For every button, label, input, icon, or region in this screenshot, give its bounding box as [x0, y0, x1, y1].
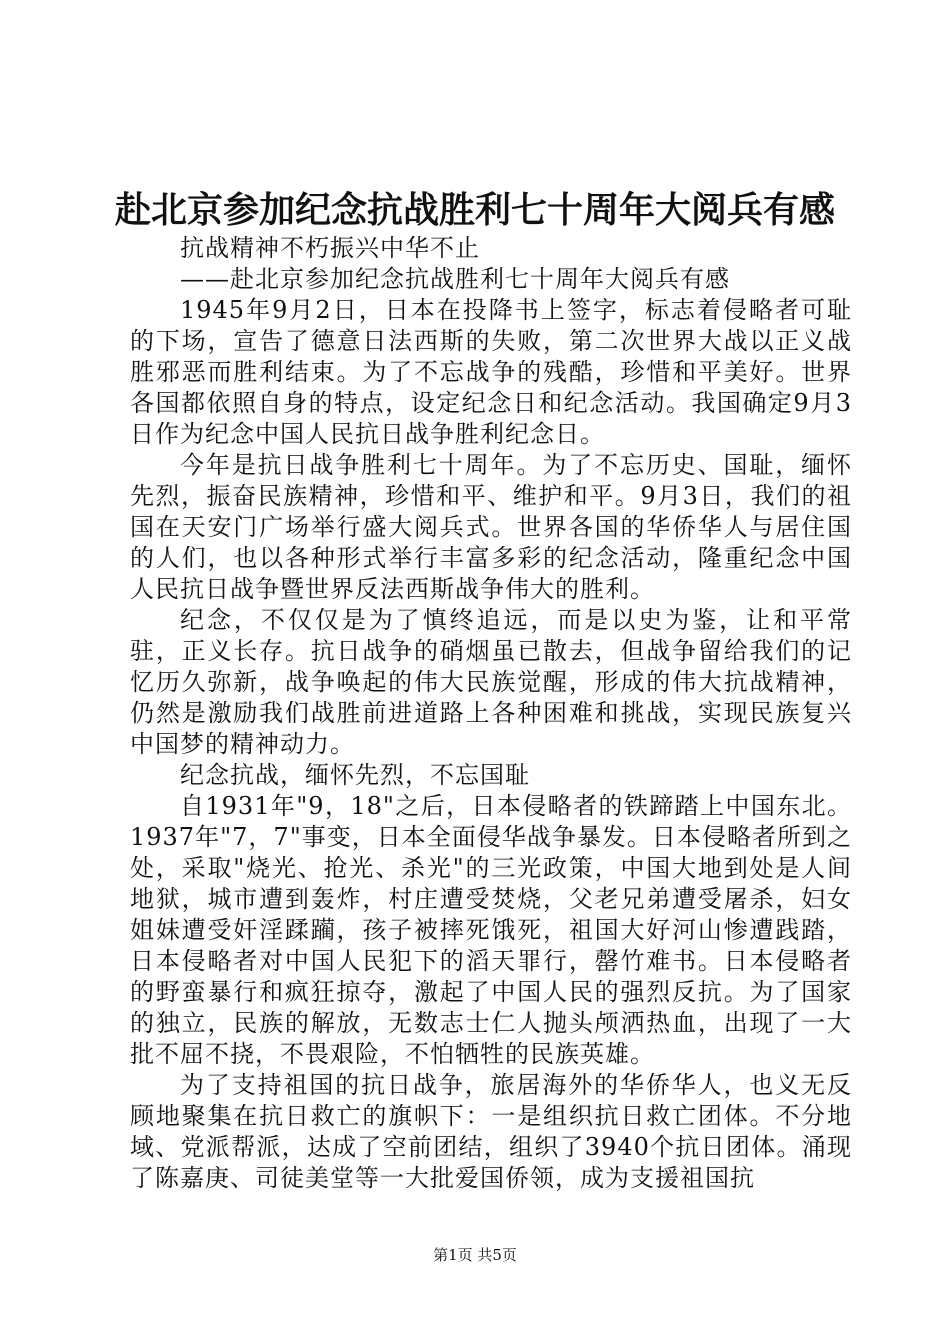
subtitle-line: 抗战精神不朽振兴中华不止 — [180, 234, 480, 262]
document-body — [130, 233, 852, 1194]
section-heading: 纪念抗战，缅怀先烈，不忘国耻 — [180, 761, 530, 789]
body-paragraph: 自1931年"9，18"之后，日本侵略者的铁蹄踏上中国东北。1937年"7，7"事变，日本全面侵华战争暴发。日本侵略者所到之处，采取"烧光、抢光、杀光"的三光政策，中国大地到处是人间地狱，城市遭到轰炸，村庄遭受焚烧，父老兄弟遭受屠杀，妇女姐妹遭受奸淫蹂躏，孩子被摔死饿死，祖国大好河山惨遭践踏，日本侵略者对中国人民犯下的滔天罪行，罄竹难书。日本侵略者的野蛮暴行和疯狂掠夺，激起了中国人民的强烈反抗。为了国家的独立，民族的解放，无数志士仁人抛头颅洒热血，出现了一大批不屈不挠，不畏艰险，不怕牺牲的民族英雄。 — [130, 792, 852, 1068]
document-title: 赴北京参加纪念抗战胜利七十周年大阅兵有感 — [114, 189, 835, 231]
body-paragraph: 1945年9月2日，日本在投降书上签字，标志着侵略者可耻的下场，宣告了德意日法西斯的失败，第二次世界大战以正义战胜邪恶而胜利结束。为了不忘战争的残酷，珍惜和平美好。世界各国都依照自身的特点，设定纪念日和纪念活动。我国确定9月3日作为纪念中国人民抗日战争胜利纪念日。 — [130, 296, 852, 448]
body-paragraph: 为了支持祖国的抗日战争，旅居海外的华侨华人，也义无反顾地聚集在抗日救亡的旗帜下：一是组织抗日救亡团体。不分地域、党派帮派，达成了空前团结，组织了3940个抗日团体。涌现了陈嘉庚、司徒美堂等一大批爱国侨领，成为支援祖国抗 — [130, 1071, 852, 1192]
subtitle-dash-line: ——赴北京参加纪念抗战胜利七十周年大阅兵有感 — [180, 265, 730, 293]
body-paragraph: 纪念，不仅仅是为了慎终追远，而是以史为鉴，让和平常驻，正义长存。抗日战争的硝烟虽已散去，但战争留给我们的记忆历久弥新，战争唤起的伟大民族觉醒，形成的伟大抗战精神，仍然是激励我们战胜前进道路上各种困难和挑战，实现民族复兴中国梦的精神动力。 — [130, 606, 852, 758]
page-number-footer: 第1页 共5页 — [433, 1246, 517, 1264]
body-paragraph: 今年是抗日战争胜利七十周年。为了不忘历史、国耻，缅怀先烈，振奋民族精神，珍惜和平、维护和平。9月3日，我们的祖国在天安门广场举行盛大阅兵式。世界各国的华侨华人与居住国的人们，也以各种形式举行丰富多彩的纪念活动，隆重纪念中国人民抗日战争暨世界反法西斯战争伟大的胜利。 — [130, 451, 852, 603]
